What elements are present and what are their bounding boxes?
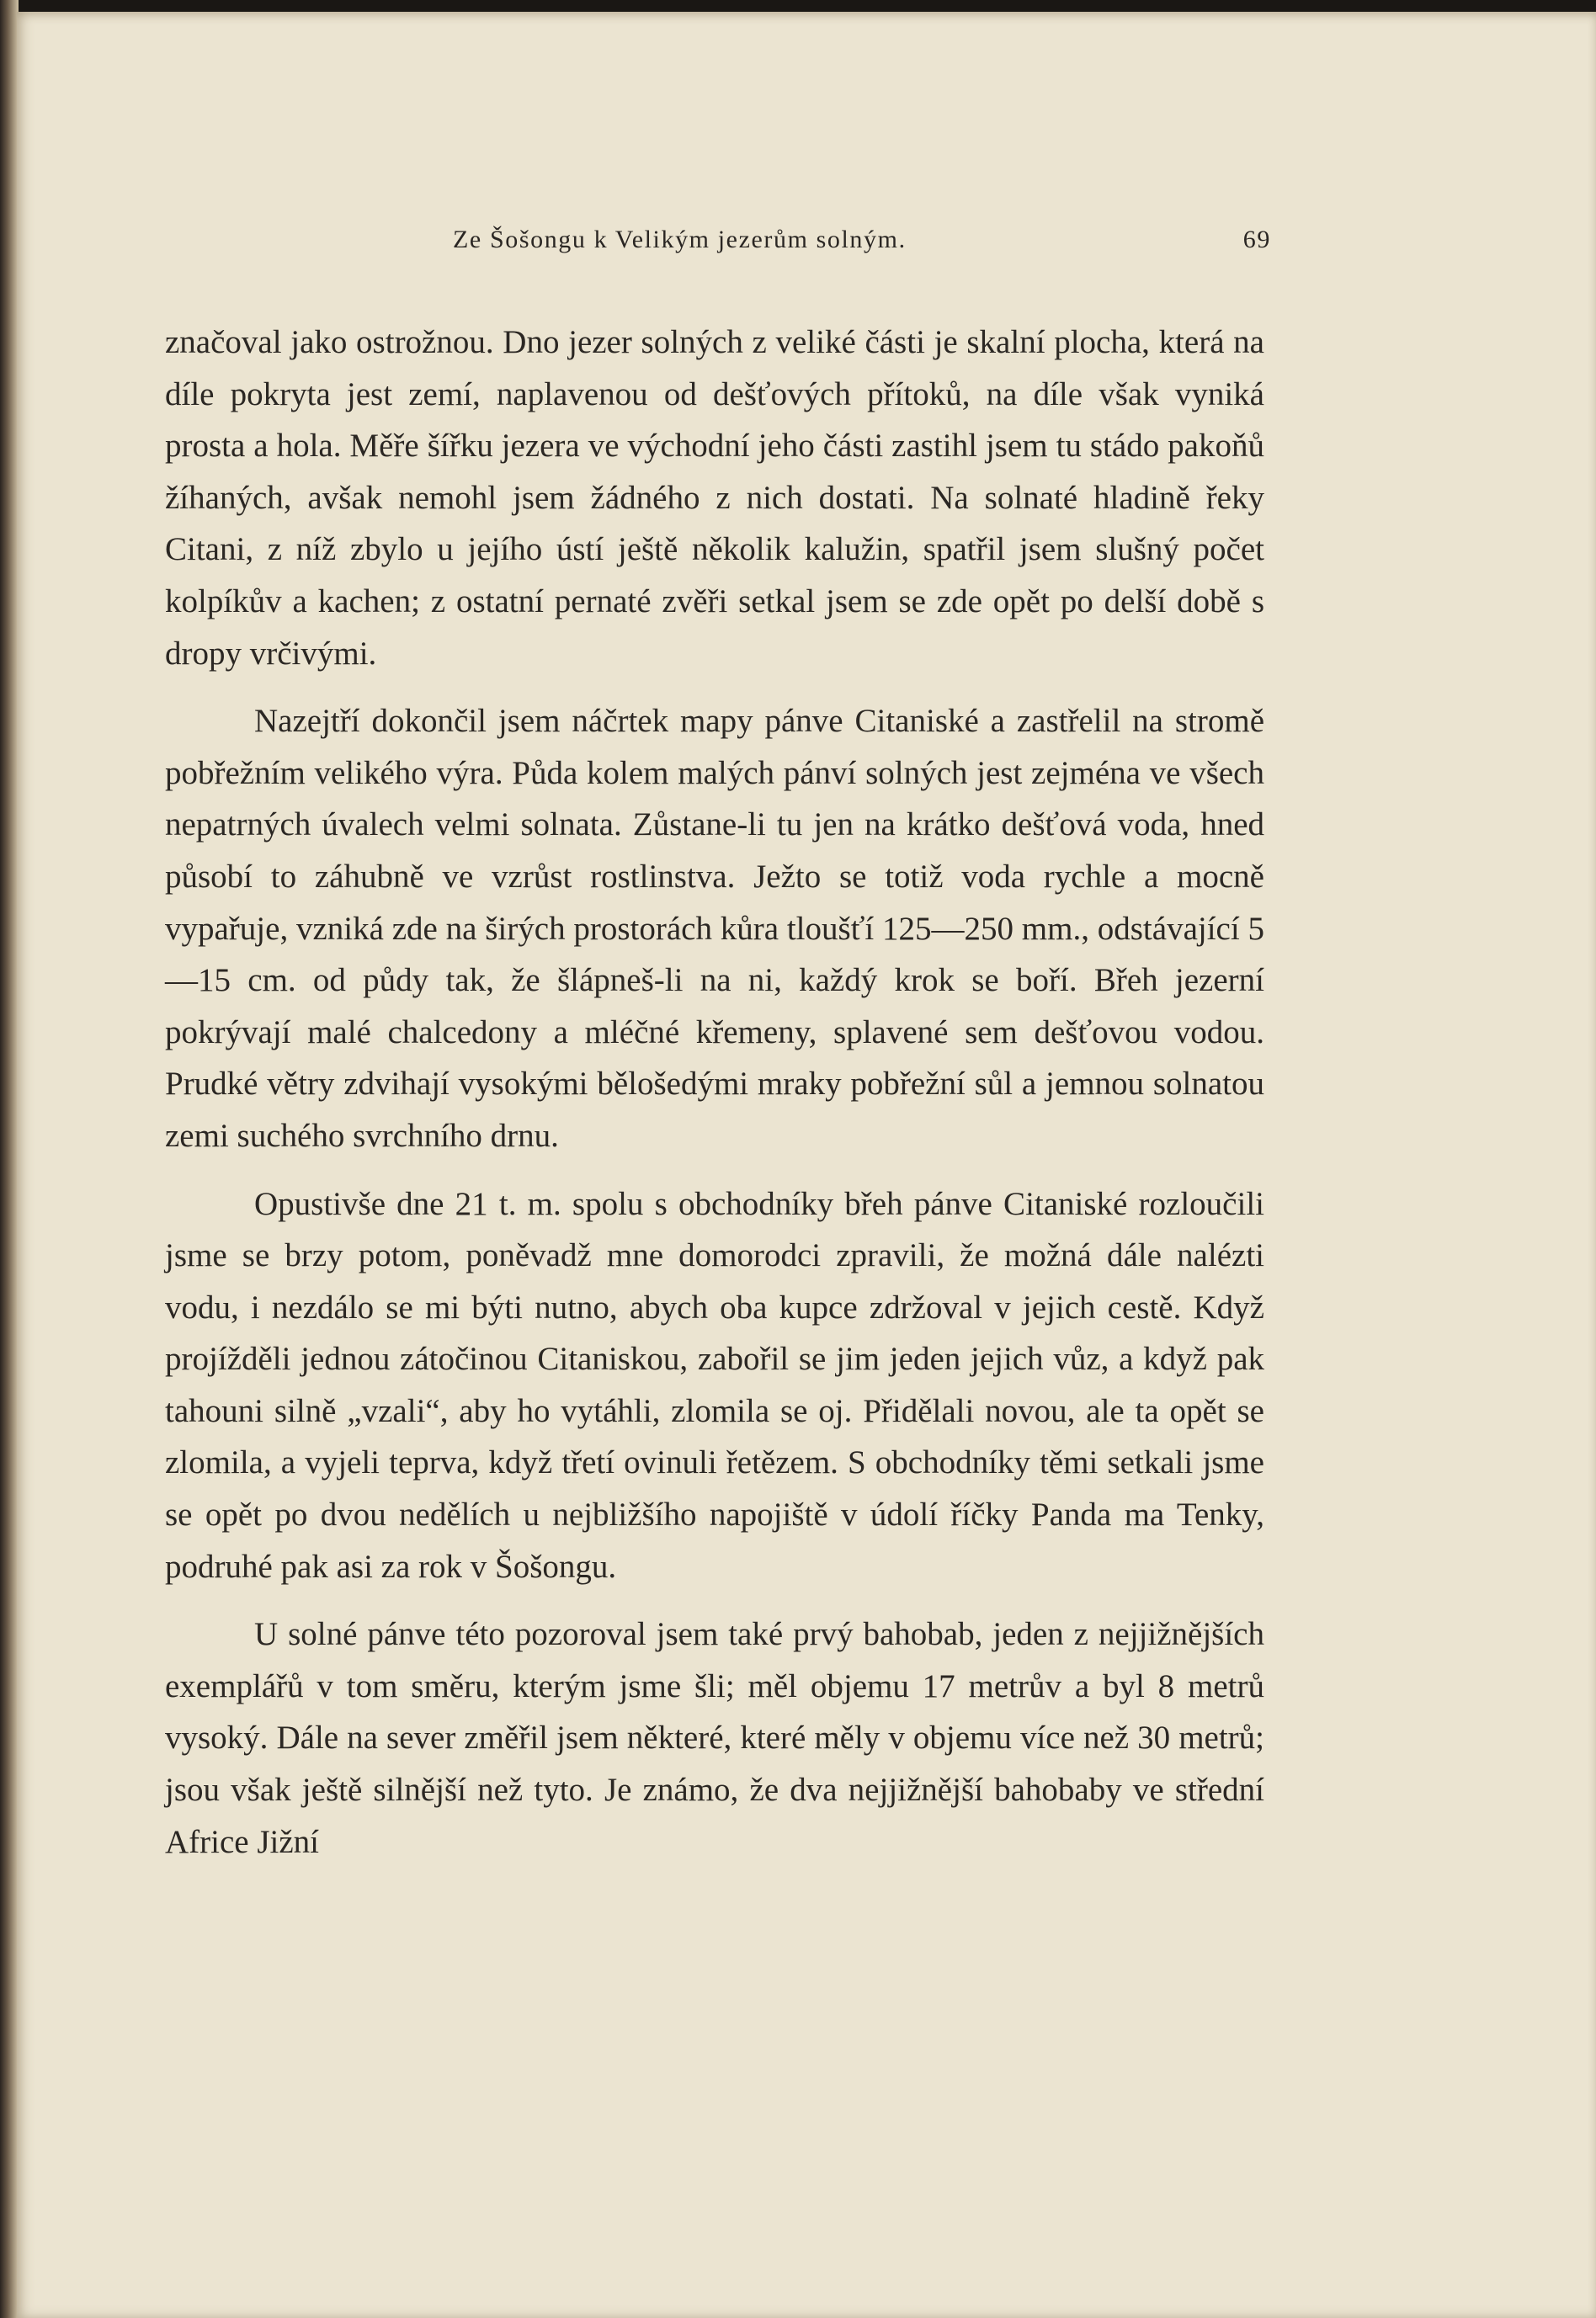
page-header <box>453 226 1271 273</box>
paragraph-4: U solné pánve této pozoroval jsem také prvý bahobab, jeden z nejjižnějších exemplářů v tom směru, kterým jsme šli; měl objemu 17 metrův a byl 8 metrů vysoký. Dále na sever změřil jsem některé, které měly v objemu více než 30 metrů; jsou však ještě silnější než tyto. Je známo, že dva nejjižnější bahobaby ve střední Africe Jižní <box>165 1616 1264 1860</box>
paragraph-1: značoval jako ostrožnou. Dno jezer solných z veliké části je skalní plocha, která na díle pokryta jest zemí, naplavenou od dešťových přítoků, na díle však vyniká prosta a hola. Měře šířku jezera ve východní jeho části zastihl jsem tu stádo pakoňů žíhaných, avšak nemohl jsem žádného z nich dostati. Na solnaté hladině řeky Citani, z níž zbylo u jejího ústí ještě několik kalužin, spatřil jsem slušný počet kolpíkův a kachen; z ostatní pernaté zvěři setkal jsem se zde opět po delší době s dropy vrčivými. <box>165 324 1264 672</box>
paragraph-2: Nazejtří dokončil jsem náčrtek mapy pánve Citaniské a zastřelil na stromě pobřežním velikého výra. Půda kolem malých pánví solných jest zejména ve všech nepatrných úvalech velmi solnata. Zůstane-li tu jen na krátko dešťová voda, hned působí to záhubně ve vzrůst rostlinstva. Ježto se totiž voda rychle a mocně vypařuje, vzniká zde na širých prostorách kůra tloušťí 125—250 mm., odstávající 5—15 cm. od půdy tak, že šlápneš-li na ni, každý krok se boří. Břeh jezerní pokrývají malé chalcedony a mléčné křemeny, splavené sem dešťovou vodou. Prudké větry zdvihají vysokými bělošedými mraky pobřežní sůl a jemnou solnatou zemi suchého svrchního drnu. <box>165 703 1264 1154</box>
body-text <box>165 316 1264 1884</box>
paragraph-3: Opustivše dne 21 t. m. spolu s obchodníky břeh pánve Citaniské rozloučili jsme se brzy potom, poněvadž mne domorodci zpravili, že možná dále nalézti vodu, i nezdálo se mi býti nutno, abych oba kupce zdržoval v jejich cestě. Když projížděli jednou zátočinou Citaniskou, zabořil se jim jeden jejich vůz, a když pak tahouni silně „vzali“, aby ho vytáhli, zlomila se oj. Přidělali novou, ale ta opět se zlomila, a vyjeli teprva, když třetí ovinuli řetězem. S obchodníky těmi setkali jsme se opět po dvou nedělích u nejbližšího napojiště v údolí říčky Panda ma Tenky, podruhé pak asi za rok v Šošongu. <box>165 1185 1264 1585</box>
running-title: Ze Šošongu k Velikým jezerům solným. <box>453 226 907 253</box>
book-spine-edge <box>0 0 19 2318</box>
page-number: 69 <box>1242 226 1271 253</box>
